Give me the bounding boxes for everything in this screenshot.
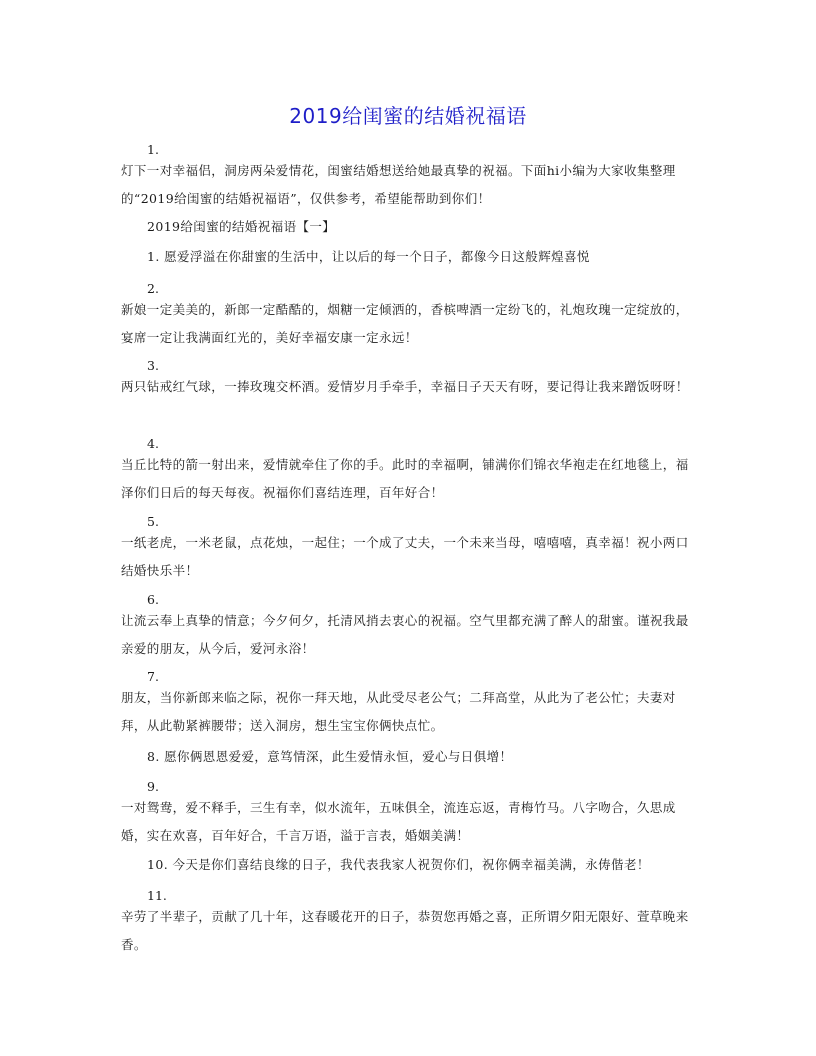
paragraph: 让流云奉上真挚的情意；今夕何夕，托清风捎去衷心的祝福。空气里都充满了醉人的甜蜜。谨祝我最亲爱的朋友，从今后，爱河永浴！: [121, 613, 689, 656]
item-number: 2.: [147, 281, 159, 296]
item-number: 1.: [147, 142, 159, 157]
paragraph: 当丘比特的箭一射出来，爱情就牵住了你的手。此时的幸福啊，铺满你们锦衣华袍走在红地毯上，福泽你们日后的每天每夜。祝福你们喜结连理，百年好合！: [121, 457, 689, 500]
paragraph: 一对鸳鸯，爱不释手，三生有幸，似水流年，五味俱全，流连忘返，青梅竹马。八字吻合，久思成婚，实在欢喜，百年好合，千言万语，溢于言表，婚姻美满！: [121, 800, 676, 843]
paragraph: 1. 愿爱浮溢在你甜蜜的生活中，让以后的每一个日子，都像今日这般辉煌喜悦: [147, 249, 590, 264]
paragraph: 灯下一对幸福侣，洞房两朵爱情花，闺蜜结婚想送给她最真挚的祝福。下面hi小编为大家收集整理的“2019给闺蜜的结婚祝福语”，仅供参考，希望能帮助到你们！: [121, 163, 676, 206]
paragraph: 10. 今天是你们喜结良缘的日子，我代表我家人祝贺你们，祝你俩幸福美满，永俦偕老！: [147, 857, 650, 872]
paragraph: 一纸老虎，一米老鼠，点花烛，一起住；一个成了丈夫，一个未来当母，嘻嘻嘻，真幸福！祝小两口结婚快乐半！: [121, 535, 689, 578]
paragraph: 新娘一定美美的，新郎一定酷酷的，烟糖一定倾洒的，香槟啤酒一定纷飞的，礼炮玫瑰一定绽放的，宴席一定让我满面红光的，美好幸福安康一定永远！: [121, 302, 689, 345]
section-heading: 2019给闺蜜的结婚祝福语【一】: [147, 219, 336, 234]
item-number: 7.: [147, 669, 159, 684]
item-number: 4.: [147, 436, 159, 451]
paragraph: 8. 愿你俩恩恩爱爱，意笃情深，此生爱情永恒，爱心与日俱增！: [147, 749, 513, 764]
item-number: 11.: [147, 888, 167, 903]
paragraph: 辛劳了半辈子，贡献了几十年，这春暖花开的日子，恭贺您再婚之喜，正所谓夕阳无限好、萱草晚来香。: [121, 909, 689, 952]
item-number: 3.: [147, 358, 159, 373]
paragraph: 两只钻戒红气球，一捧玫瑰交杯酒。爱情岁月手牵手，幸福日子天天有呀，要记得让我来蹭饭呀呀！: [121, 379, 689, 394]
paragraph: 朋友，当你新郎来临之际，祝你一拜天地，从此受尽老公气；二拜高堂，从此为了老公忙；夫妻对拜，从此勒紧裤腰带；送入洞房，想生宝宝你俩快点忙。: [121, 690, 676, 733]
item-number: 9.: [147, 779, 159, 794]
document-title: 2019给闺蜜的结婚祝福语: [289, 104, 527, 128]
item-number: 6.: [147, 592, 159, 607]
item-number: 5.: [147, 514, 159, 529]
